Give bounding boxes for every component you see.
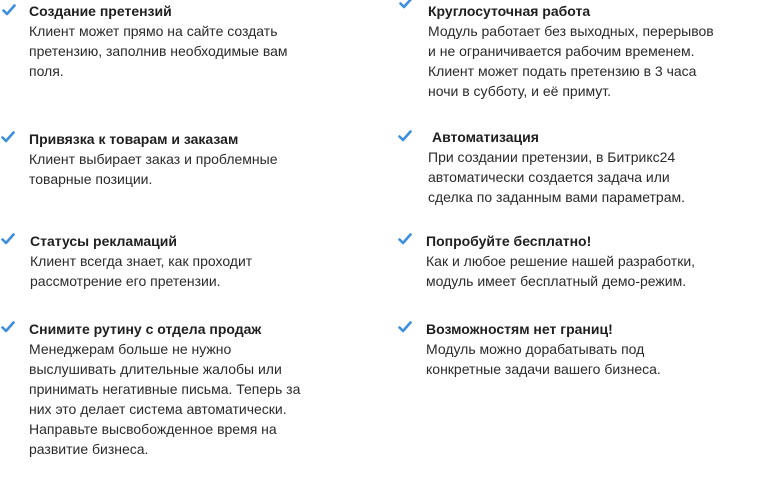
feature-description: Клиент выбирает заказ и проблемные товарные позиции. (29, 151, 278, 187)
check-icon (399, 0, 413, 9)
feature-title: Возможностям нет границ! (426, 321, 613, 337)
feature-description: Как и любое решение нашей разработки, модуль имеет бесплатный демо-режим. (426, 253, 696, 289)
feature-title: Попробуйте бесплатно! (426, 233, 592, 249)
feature-description: Клиент может прямо на сайте создать претензию, заполнив необходимые вам поля. (29, 23, 288, 79)
check-icon (398, 130, 412, 142)
feature-title: Автоматизация (432, 129, 539, 145)
check-icon (2, 4, 16, 16)
check-icon (398, 321, 412, 333)
feature-title: Снимите рутину с отдела продаж (29, 321, 262, 337)
feature-title: Статусы рекламаций (30, 233, 177, 249)
feature-title: Создание претензий (29, 3, 172, 19)
feature-title: Привязка к товарам и заказам (29, 131, 239, 147)
feature-description: Модуль работает без выходных, перерывов и не ограничивается рабочим временем. Клиент может подать претензию в 3 часа ночи в субботу, и её примут. (428, 23, 714, 99)
feature-description: Клиент всегда знает, как проходит рассмотрение его претензии. (30, 253, 253, 289)
feature-title: Круглосуточная работа (428, 3, 591, 19)
check-icon (1, 131, 15, 143)
check-icon (1, 233, 15, 245)
check-icon (398, 233, 412, 245)
feature-description: При создании претензии, в Битрикс24 автоматически создается задача или сделка по заданным вами параметрам. (428, 149, 686, 205)
feature-description: Менеджерам больше не нужно выслушивать длительные жалобы или принимать негативные письма. Теперь за них это делает система автоматически. Направьте высвобожденное время на развитие бизнеса. (29, 341, 301, 457)
check-icon (1, 321, 15, 333)
feature-description: Модуль можно дорабатывать под конкретные задачи вашего бизнеса. (426, 341, 661, 377)
